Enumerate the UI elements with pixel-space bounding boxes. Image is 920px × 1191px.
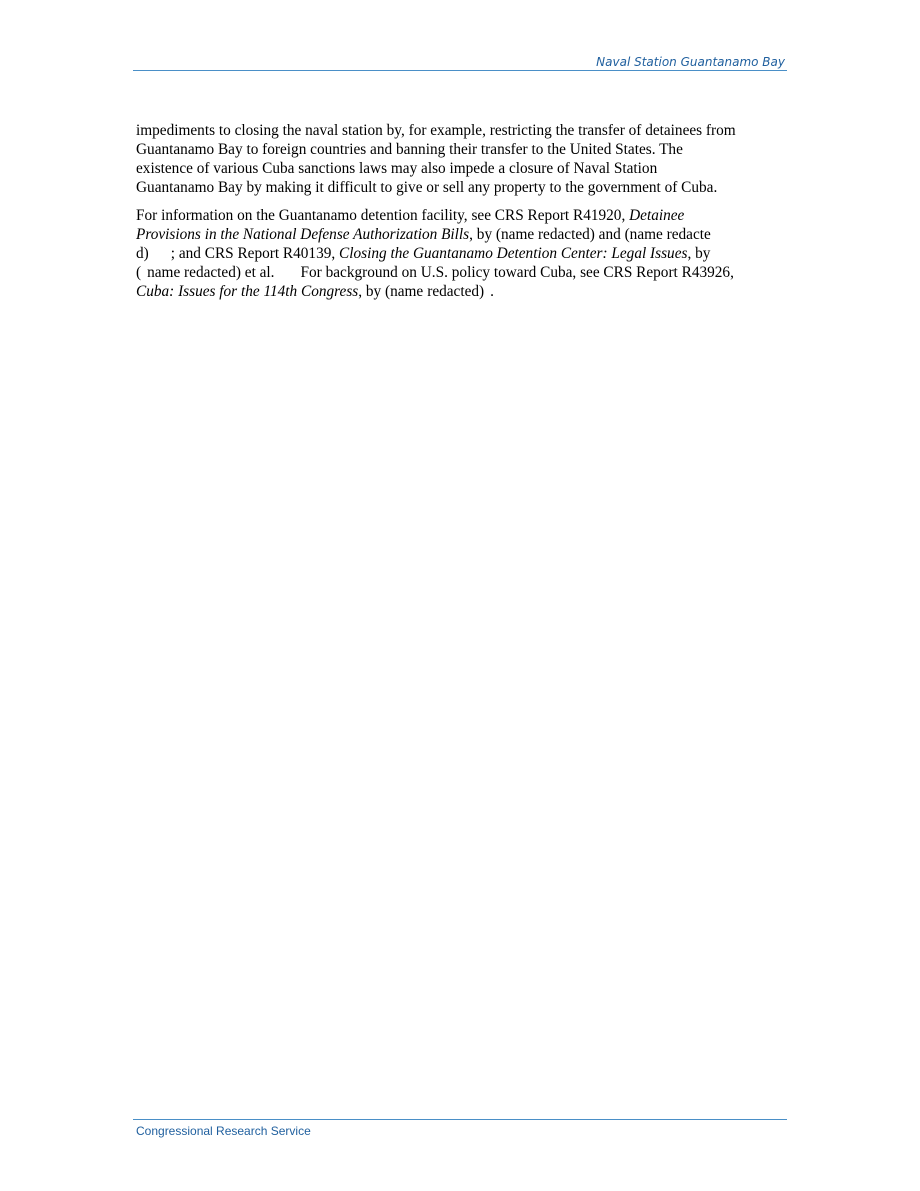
text-line <box>136 244 788 263</box>
report-title-cuba: Cuba: Issues for the 114th Congress <box>136 283 359 300</box>
text-line <box>136 263 788 282</box>
text-run: name redacted) et al. <box>147 264 275 281</box>
header-title: Naval Station Guantanamo Bay <box>596 55 785 69</box>
text-line <box>136 282 788 301</box>
text-run: , by (name redacted) and (name redacte <box>469 226 711 243</box>
text-line: Guantanamo Bay by making it difficult to give or sell any property to the government of Cuba. <box>136 179 718 196</box>
report-title-detainee-cont: Provisions in the National Defense Authorization Bills <box>136 226 470 243</box>
text-line: existence of various Cuba sanctions laws may also impede a closure of Naval Station <box>136 160 658 177</box>
footer-text: Congressional Research Service <box>136 1124 311 1138</box>
text-run: ; and CRS Report R40139, <box>170 245 340 262</box>
text-run: For background on U.S. policy toward Cuba, see CRS Report R43926, <box>300 264 734 281</box>
report-title-detainee: Detainee <box>629 207 685 224</box>
text-run: ( <box>136 264 142 281</box>
text-line: impediments to closing the naval station by, for example, restricting the transfer of detainees from <box>136 122 736 139</box>
body-text <box>136 121 788 310</box>
text-run: For information on the Guantanamo detention facility, see CRS Report R41920, <box>136 207 630 224</box>
text-line: Guantanamo Bay to foreign countries and banning their transfer to the United States. The <box>136 141 683 158</box>
paragraph-related-reports <box>136 206 788 301</box>
text-run: . <box>490 283 494 300</box>
text-run: d) <box>136 245 149 262</box>
report-title-closing: Closing the Guantanamo Detention Center: Legal Issues <box>339 245 688 262</box>
text-line <box>136 225 788 244</box>
running-footer <box>133 1119 787 1138</box>
text-run: , by <box>687 245 711 262</box>
paragraph-closure-impediments <box>136 121 788 197</box>
text-line <box>136 206 788 225</box>
text-run: , by (name <box>358 283 424 300</box>
text-run: redacted) <box>427 283 485 300</box>
running-header <box>133 52 787 71</box>
